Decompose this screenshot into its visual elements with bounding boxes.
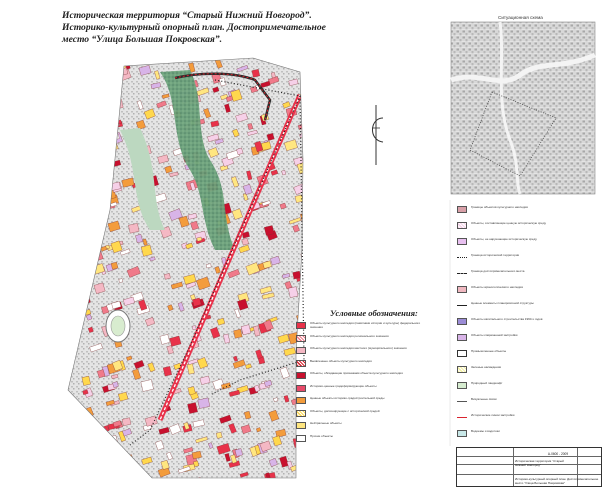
legend-swatch bbox=[296, 372, 306, 379]
legend-item bbox=[457, 286, 589, 293]
legend-item bbox=[296, 397, 428, 404]
legend-label: Визуальные связи bbox=[471, 398, 497, 401]
legend-item bbox=[296, 385, 428, 392]
building-block bbox=[100, 88, 111, 94]
building-block bbox=[95, 190, 104, 197]
legend-label: Исторические линии застройки bbox=[471, 414, 515, 417]
building-block bbox=[264, 225, 274, 235]
building-block bbox=[234, 329, 243, 338]
building-block bbox=[84, 135, 93, 146]
legend-item bbox=[296, 347, 428, 354]
title-line-3: место “Улица Большая Покровская”. bbox=[62, 34, 223, 45]
legend-swatch bbox=[457, 398, 467, 402]
building-block bbox=[105, 448, 114, 457]
legend-item bbox=[457, 302, 589, 306]
building-block bbox=[93, 77, 102, 86]
legend-swatch bbox=[296, 422, 306, 429]
building-block bbox=[98, 447, 106, 457]
legend-swatch bbox=[457, 430, 467, 437]
legend-swatch bbox=[457, 302, 467, 306]
building-block bbox=[104, 125, 109, 131]
legend-label: Выявленные объекты культурного наследия bbox=[310, 359, 372, 363]
legend-item bbox=[296, 422, 428, 429]
building-block bbox=[99, 148, 105, 157]
legend-swatch bbox=[457, 334, 467, 341]
legend-item bbox=[457, 270, 589, 274]
building-block bbox=[305, 150, 313, 158]
legend-item bbox=[457, 206, 589, 213]
building-block bbox=[192, 325, 196, 329]
situation-scheme-title: Ситуационная схема bbox=[498, 15, 543, 20]
building-block bbox=[303, 451, 313, 460]
building-block bbox=[88, 71, 101, 81]
title-line-2: Историко-культурный опорный план. Достопримечательное bbox=[62, 22, 326, 33]
legend-swatch bbox=[457, 254, 467, 258]
legend-swatch bbox=[457, 270, 467, 274]
legend-swatch bbox=[296, 410, 306, 417]
legend-swatch bbox=[457, 414, 467, 418]
situation-scheme-map bbox=[451, 22, 595, 194]
building-block bbox=[100, 187, 108, 196]
building-block bbox=[80, 262, 88, 267]
legend-label: Объекты культурного наследия (памятники истории и культуры) федерального значения bbox=[310, 322, 421, 329]
stamp-sheet-title: Историко-культурный опорный план. Достопримечательное место “Улица Большая Покровская” bbox=[515, 477, 599, 485]
legend-swatch bbox=[457, 318, 467, 325]
building-block bbox=[85, 207, 98, 218]
building-block bbox=[119, 279, 123, 283]
stamp-code: А-0600 - 2009 bbox=[547, 452, 569, 456]
building-block bbox=[84, 201, 90, 209]
legend-item bbox=[296, 360, 428, 367]
legend-label: Границы объектов культурного наследия bbox=[471, 206, 528, 209]
building-block bbox=[304, 69, 316, 79]
legend-swatch bbox=[457, 238, 467, 245]
legend-item bbox=[457, 382, 589, 389]
map-area bbox=[60, 55, 316, 487]
title-line-1: Историческая территория “Старый Нижний Новгород”. bbox=[62, 10, 312, 21]
legend-item bbox=[457, 318, 589, 325]
legend-label: Промышленные объекты bbox=[471, 350, 507, 353]
building-block bbox=[105, 197, 110, 204]
building-block bbox=[104, 83, 115, 91]
building-block bbox=[110, 62, 122, 74]
legend-item bbox=[457, 366, 589, 373]
legend-label: Зеленые насаждения bbox=[471, 366, 501, 369]
building-block bbox=[97, 203, 105, 210]
legend-swatch bbox=[296, 385, 306, 392]
legend-swatch bbox=[296, 322, 306, 329]
building-block bbox=[302, 62, 310, 71]
building-block bbox=[164, 273, 170, 279]
building-block bbox=[294, 60, 301, 66]
legend-item bbox=[296, 372, 428, 379]
legend-swatch bbox=[457, 222, 467, 229]
legend-label: Граница достопримечательного места bbox=[471, 270, 525, 273]
legend-label: Объекты культурного наследия регионального значения bbox=[310, 334, 389, 338]
legend-label: Объекты, не нарушающие историческую среду bbox=[471, 238, 537, 241]
legend-label: Объекты, обладающие признаками объекта культурного наследия bbox=[310, 372, 403, 375]
building-block bbox=[108, 442, 118, 452]
building-block bbox=[114, 61, 123, 70]
legend-title: Условные обозначения: bbox=[330, 308, 418, 318]
legend-label: Объекты археологического наследия bbox=[471, 286, 523, 289]
legend-label: Объекты, диссонирующие с исторической средой bbox=[310, 409, 380, 413]
legend-label: Объекты современной застройки bbox=[471, 334, 518, 337]
legend-label: Объекты капитального строительства 1960-х годов bbox=[471, 318, 543, 321]
page-title bbox=[62, 10, 362, 46]
legend-item bbox=[296, 335, 428, 342]
building-block bbox=[89, 138, 100, 144]
legend-swatch bbox=[296, 397, 306, 404]
legend-swatch bbox=[296, 360, 306, 367]
building-block bbox=[116, 64, 128, 76]
building-block bbox=[121, 454, 133, 463]
building-block bbox=[252, 69, 260, 77]
building-block bbox=[81, 469, 90, 475]
legend-item bbox=[457, 334, 589, 341]
building-block bbox=[86, 248, 93, 257]
legend-item bbox=[457, 350, 589, 357]
building-block bbox=[128, 223, 139, 233]
legend-swatch bbox=[457, 286, 467, 293]
legend-label: Ценные элементы планировочной структуры bbox=[471, 302, 534, 305]
building-block bbox=[109, 61, 121, 72]
building-block bbox=[111, 128, 116, 135]
legend-item bbox=[296, 410, 428, 417]
building-block bbox=[104, 143, 116, 153]
legend-item bbox=[296, 322, 428, 329]
legend-item bbox=[457, 398, 589, 402]
building-block bbox=[114, 72, 123, 80]
legend-swatch bbox=[457, 366, 467, 373]
building-block bbox=[86, 147, 94, 158]
legend-item bbox=[457, 430, 589, 437]
building-block bbox=[90, 84, 103, 94]
building-block bbox=[109, 83, 117, 89]
building-block bbox=[99, 126, 107, 133]
building-block bbox=[84, 89, 91, 99]
building-block bbox=[82, 209, 91, 217]
legend-label: Объекты, составляющие ценную историческую среду bbox=[471, 222, 547, 225]
legend-swatch bbox=[296, 347, 306, 354]
building-block bbox=[98, 66, 108, 77]
legend-label: Природный ландшафт bbox=[471, 382, 503, 385]
north-arrow-icon bbox=[372, 105, 383, 165]
building-block bbox=[106, 245, 110, 249]
legend-label: Прочие объекты bbox=[310, 434, 333, 438]
building-block bbox=[114, 81, 119, 86]
legend-item bbox=[457, 222, 589, 229]
legend-item bbox=[457, 238, 589, 245]
building-block bbox=[100, 207, 105, 212]
building-block bbox=[216, 432, 222, 438]
building-block bbox=[84, 128, 93, 139]
legend-swatch bbox=[296, 435, 306, 442]
building-block bbox=[96, 152, 102, 160]
title-block-stamp bbox=[456, 447, 602, 487]
building-block bbox=[120, 60, 126, 69]
legend-item bbox=[457, 254, 589, 258]
building-block bbox=[141, 59, 147, 64]
building-block bbox=[114, 134, 120, 140]
building-block bbox=[99, 87, 105, 93]
building-block bbox=[102, 461, 115, 471]
building-block bbox=[83, 429, 91, 435]
legend-item bbox=[296, 435, 428, 442]
legend-label: Нейтральные объекты bbox=[310, 422, 342, 425]
building-block bbox=[81, 270, 88, 276]
building-block bbox=[93, 166, 102, 174]
legend-label: Историко-ценные градоформирующие объекты bbox=[310, 384, 377, 388]
building-block bbox=[80, 190, 90, 198]
legend-item bbox=[457, 414, 589, 418]
legend-label: Водоемы и водотоки bbox=[471, 430, 500, 433]
legend-swatch bbox=[296, 335, 306, 342]
building-block bbox=[195, 477, 203, 487]
building-block bbox=[92, 212, 102, 224]
building-block bbox=[93, 430, 103, 436]
building-block bbox=[103, 444, 116, 455]
legend-swatch bbox=[457, 206, 467, 213]
building-block bbox=[82, 419, 94, 427]
legend-label: Объекты культурного наследия местного (муниципального) значения bbox=[310, 347, 407, 350]
building-block bbox=[97, 104, 103, 109]
building-block bbox=[105, 185, 111, 193]
legend-swatch bbox=[457, 350, 467, 357]
legend-label: Ценные объекты историко-градостроительной среды bbox=[310, 397, 385, 400]
building-block bbox=[199, 478, 208, 487]
legend-label: Граница исторической территории bbox=[471, 254, 520, 257]
stamp-project: Историческая территория “Старый Нижний Новгород” bbox=[515, 459, 564, 467]
building-block bbox=[104, 66, 111, 75]
building-block bbox=[293, 271, 301, 279]
building-block bbox=[95, 443, 106, 455]
legend-swatch bbox=[457, 382, 467, 389]
